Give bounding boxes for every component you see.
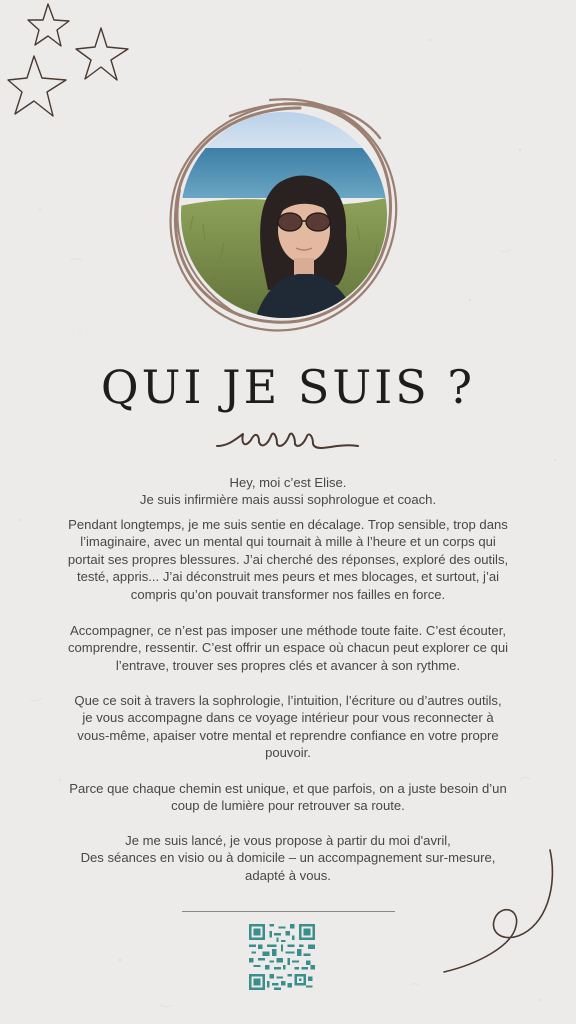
hand-drawn-swirl-icon — [438, 846, 560, 976]
paragraph-line: coup de lumière pour retrouver sa route. — [171, 798, 405, 814]
paragraph-line: pouvoir. — [265, 745, 311, 761]
paragraph-line: compris qu’on pouvait transformer nos failles en force. — [130, 586, 446, 602]
hand-drawn-squiggle-icon — [215, 426, 360, 454]
hand-drawn-stars-icon — [6, 0, 146, 130]
portrait-photo — [150, 90, 410, 340]
paragraph-approach — [36, 622, 540, 674]
paragraph-line: vous-même, apaiser votre mental et reprendre confiance en votre propre — [77, 727, 499, 743]
paragraph-path — [36, 780, 540, 815]
divider-line — [182, 911, 395, 912]
paragraph-line: l’entrave, trouver ses propres clés et avancer à son rythme. — [115, 657, 461, 673]
paragraph-line: Pendant longtemps, je me suis sentie en décalage. Trop sensible, trop dans — [68, 517, 508, 532]
paragraph-line: adapté à vous. — [245, 867, 331, 883]
paragraph-line: testé, appris... J’ai déconstruit mes peurs et mes blocages, et surtout, j’ai — [76, 569, 500, 585]
intro-text — [36, 474, 540, 509]
paragraph-line: Des séances en visio ou à domicile – un accompagnement sur-mesure, — [80, 850, 496, 866]
paragraph-tools — [36, 692, 540, 762]
qr-code-icon[interactable] — [249, 924, 315, 990]
paragraph-line: l’imaginaire, avec un mental qui tournait à mille à l’heure et un corps qui — [80, 534, 496, 550]
intro-line: Je suis infirmière mais aussi sophrologue et coach. — [139, 492, 437, 508]
paragraph-line: Que ce soit à travers la sophrologie, l’intuition, l’écriture ou d’autres outils, — [74, 693, 502, 708]
paragraph-line: comprendre, ressentir. C’est offrir un espace où chacun peut explorer ce qui — [67, 640, 509, 656]
intro-line: Hey, moi c’est Elise. — [229, 475, 347, 490]
paragraph-line: Je me suis lancé, je vous propose à partir du moi d'avril, — [125, 833, 451, 848]
page-title: QUI JE SUIS ? — [100, 360, 476, 414]
paragraph-journey — [36, 516, 540, 603]
paragraph-line: je vous accompagne dans ce voyage intérieur pour vous reconnecter à — [82, 710, 494, 726]
paragraph-line: portait ses propres blessures. J’ai cherché des réponses, exploré des outils, — [67, 551, 509, 567]
paragraph-line: Accompagner, ce n’est pas imposer une méthode toute faite. C’est écouter, — [70, 623, 506, 638]
paragraph-line: Parce que chaque chemin est unique, et que parfois, on a juste besoin d’un — [69, 781, 507, 796]
